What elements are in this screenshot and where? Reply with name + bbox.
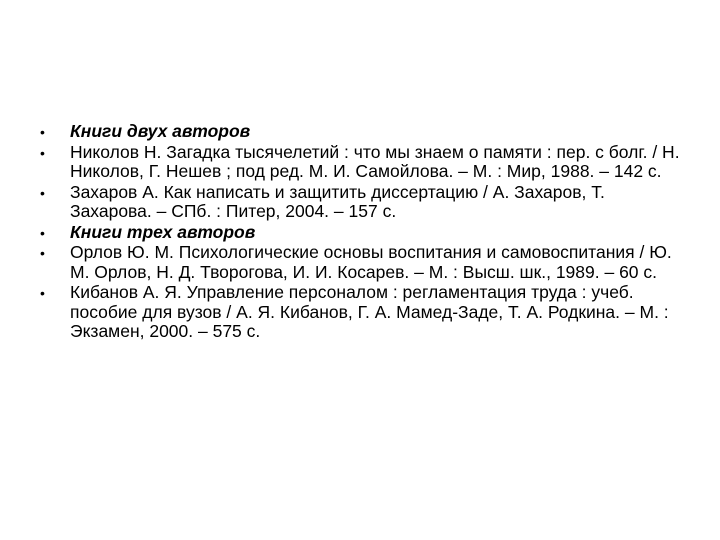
bullet-icon: • [40,184,45,201]
bullet-icon: • [40,245,45,261]
bibliography-entry [40,183,690,222]
bullet-icon: • [40,285,45,301]
entry-text: Захаров А. Как написать и защитить диссертацию / А. Захаров, Т. Захарова. – СПб. : Питер, 2004. – 157 с. [70,181,605,221]
bullet-icon: • [40,144,45,161]
bibliography-entry [40,143,690,182]
bullet-icon: • [40,124,45,140]
section-heading-three-authors [40,223,690,243]
entry-text: Николов Н. Загадка тысячелетий : что мы знаем о памяти : пер. с болг. / Н. Николов, Г. Нешев ; под ред. М. И. Самойлова. – М. : Мир, 1988. – 142 с. [70,141,680,181]
entry-text: Орлов Ю. М. Психологические основы воспитания и самовоспитания / Ю. М. Орлов, Н. Д. Творогова, И. И. Косарев. – М. : Высш. шк., 1989. – 60 с. [70,242,672,282]
section-heading-text: Книги двух авторов [70,121,251,141]
entry-text: Кибанов А. Я. Управление персоналом : регламентация труда : учеб. пособие для вузов / А. Я. Кибанов, Г. А. Мамед-Заде, Т. А. Родкина. – М. : Экзамен, 2000. – 575 с. [70,282,669,341]
bibliography-list [40,122,690,343]
section-heading-two-authors [40,122,690,142]
bibliography-entry [40,283,690,342]
section-heading-text: Книги трех авторов [70,221,256,242]
bullet-icon: • [40,224,45,241]
bibliography-entry [40,243,690,282]
